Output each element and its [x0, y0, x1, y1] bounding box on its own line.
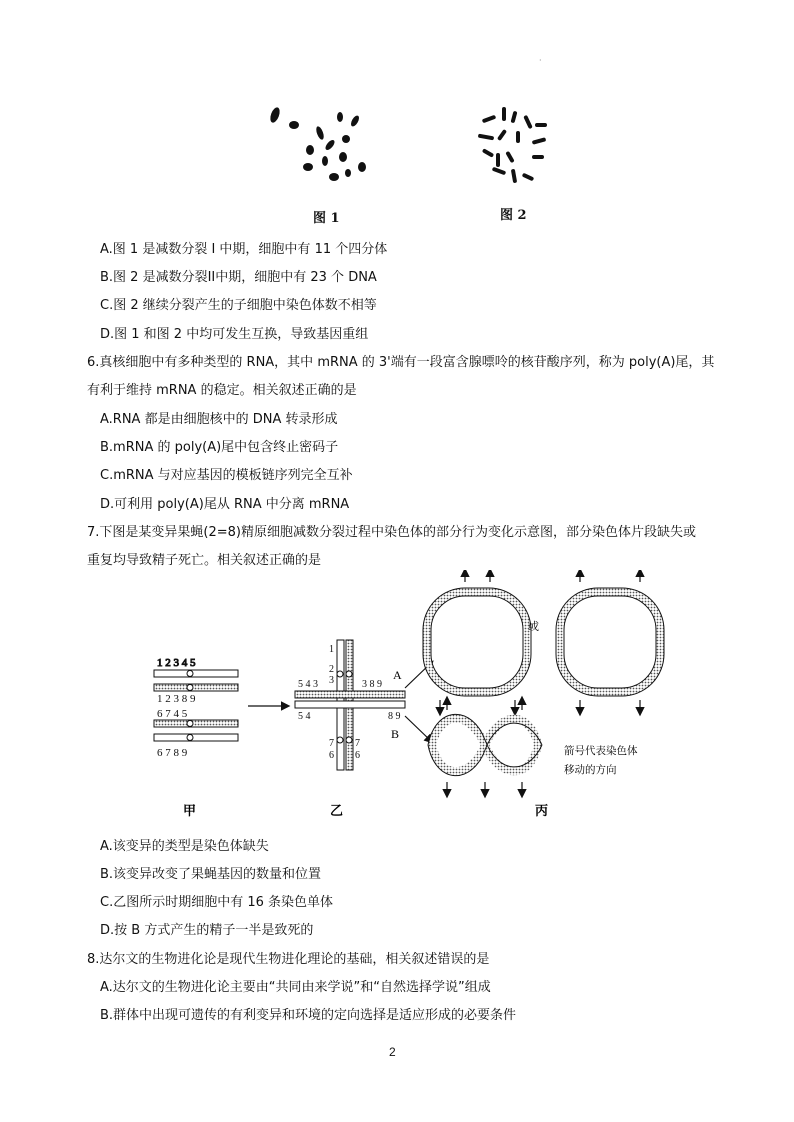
yi-cross-structure: [295, 640, 405, 770]
figure-1-caption: 图 1: [313, 211, 340, 226]
jia-row2-numbers: 1 2 3 8 9: [157, 693, 196, 705]
jia-row1-numbers: 1 2 3 4 5: [157, 657, 196, 669]
q7-stem-line-1: 7.下图是某变异果蝇(2=8)精原细胞减数分裂过程中染色体的部分行为变化示意图，部分染色体片段缺失或: [87, 525, 696, 540]
q6-option-a: A.RNA 都是由细胞核中的 DNA 转录形成: [100, 412, 338, 427]
svg-text:2: 2: [329, 664, 334, 675]
q8-stem: 8.达尔文的生物进化论是现代生物进化理论的基础，相关叙述错误的是: [87, 952, 490, 967]
q8-option-b: B.群体中出现可遗传的有利变异和环境的定向选择是适应形成的必要条件: [100, 1008, 517, 1023]
q5-option-c: C.图 2 继续分裂产生的子细胞中染色体数不相等: [100, 298, 377, 313]
jia-row4-numbers: 6 7 8 9: [157, 747, 188, 759]
svg-text:6: 6: [329, 750, 334, 761]
q5-option-b: B.图 2 是减数分裂II中期，细胞中有 23 个 DNA: [100, 270, 377, 285]
q7-option-d: D.按 B 方式产生的精子一半是致死的: [100, 923, 314, 938]
svg-text:7: 7: [329, 738, 334, 749]
or-text: 或: [528, 621, 539, 633]
svg-text:3 8 9: 3 8 9: [362, 679, 382, 690]
arrow-a-label: A: [393, 668, 402, 682]
label-bing: 丙: [535, 803, 549, 818]
arrow-b-label: B: [391, 727, 400, 741]
q5-option-d: D.图 1 和图 2 中均可发生互换，导致基因重组: [100, 327, 369, 342]
svg-text:3: 3: [329, 675, 334, 686]
q6-option-d: D.可利用 poly(A)尾从 RNA 中分离 mRNA: [100, 497, 350, 512]
jia-chromosomes: [154, 657, 238, 759]
figure-2-caption: 图 2: [500, 208, 527, 223]
q7-option-b: B.该变异改变了果蝇基因的数量和位置: [100, 867, 322, 882]
legend-line-1: 箭号代表染色体: [564, 745, 638, 757]
bing-figure-eight-b: [428, 698, 542, 796]
legend-line-2: 移动的方向: [564, 764, 617, 776]
q6-stem-line-2: 有利于维持 mRNA 的稳定。相关叙述正确的是: [87, 383, 357, 398]
svg-text:7: 7: [355, 738, 360, 749]
q7-option-a: A.该变异的类型是染色体缺失: [100, 839, 269, 854]
q8-option-a: A.达尔文的生物进化论主要由“共同由来学说”和“自然选择学说”组成: [100, 980, 491, 995]
label-yi: 乙: [330, 803, 344, 818]
svg-text:5 4 3: 5 4 3: [298, 679, 318, 690]
figure-2-chromosomes: [478, 107, 547, 183]
q5-option-a: A.图 1 是减数分裂 I 中期，细胞中有 11 个四分体: [100, 242, 388, 257]
q7-stem-line-2: 重复均导致精子死亡。相关叙述正确的是: [87, 553, 322, 568]
stray-dot: ·: [539, 56, 542, 65]
arrow-b: [405, 716, 432, 742]
q6-option-c: C.mRNA 与对应基因的模板链序列完全互补: [100, 468, 353, 483]
jia-row3-numbers: 6 7 4 5: [157, 708, 188, 720]
label-jia: 甲: [183, 803, 197, 818]
svg-text:6: 6: [355, 750, 360, 761]
chromosome-spread-figures: [250, 95, 570, 205]
page-number: 2: [389, 1045, 396, 1059]
q6-option-b: B.mRNA 的 poly(A)尾中包含终止密码子: [100, 440, 339, 455]
q6-stem-line-1: 6.真核细胞中有多种类型的 RNA，其中 mRNA 的 3'端有一段富含腺嘌呤的核苷酸序列，称为 poly(A)尾，其: [87, 355, 715, 370]
q7-option-c: C.乙图所示时期细胞中有 16 条染色单体: [100, 895, 334, 910]
meiosis-chromosome-figure: [140, 570, 670, 830]
svg-text:5 4: 5 4: [298, 711, 311, 722]
bing-ring-alt: [556, 570, 664, 714]
bing-ring-a: [423, 570, 531, 714]
svg-text:1: 1: [329, 644, 334, 655]
svg-text:8 9: 8 9: [388, 711, 401, 722]
figure-1-chromosomes: [269, 106, 366, 181]
